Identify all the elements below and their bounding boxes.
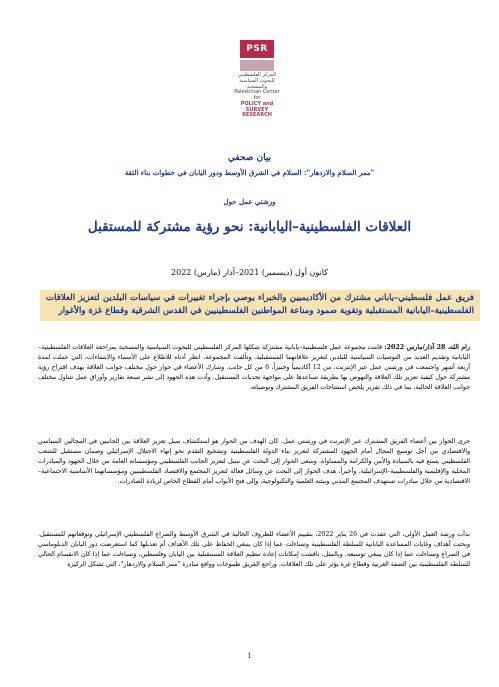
logo-name-en-3: SURVEY RESEARCH — [242, 106, 272, 119]
paragraph-3-text: بدأت ورشة العمل الأولى، التي عقدت في 26 يناير 2022، بتقييم الأعضاء للظروف الحالية في الشرق الأوسط والصراع الفلسطيني الإسرائيلي وتوقعاتهم للمستقبل. وبحثت أهداف وغايات المساعدة اليابانية للسلطة الفلسطينية وتساءلت عما إذا كان ينبغي الحفاظ على تلك الأهداف أم تعديلها كما استعرضت دور اليابان الدبلوماسي في الصراع وتساءلت عما إذا كان ينبغي توسيعه. وبالمثل، ناقشت إمكانات إعادة تنظيم العلاقة المستقبلية بين اليابان وفلسطين، وتساءلت عما إذا كان الانقسام الحالي للسلطة الفلسطينية بين الضفة الغربية وقطاع غزة يؤثر على تلك العلاقات. وراجع الفريق طموحات وواقع مبادرة "ممر السلام والازدهار"، التي تشكل الركيزة — [38, 531, 470, 569]
body-paragraph-2 — [38, 437, 470, 487]
dateline: رام الله، 28 آذار/مارس 2022: — [384, 344, 470, 351]
paragraph-2-text: جرى الحوار بين أعضاء الفريق المشترك عبر الإنترنت في ورشتي عمل. كان الهدف من الحوار هو استكشاف سبل تعزيز العلاقة بين الجانبين في المجالين السياسي والاقتصادي من أجل توسيع المجال أمام الجهود المشتركة لتعزيز بناء الدولة الفلسطينية وتشجيع التقدم نحو إنهاء الاحتلال الإسرائيلي وضمان مستقبل للشعب الفلسطيني يتمتع فيه بالسيادة والأمن والكرامة والمساواة. وسعى الحوار إلى البحث عن سبل لتعزيز الجانب الفلسطيني ومؤسساته العامة من خلال الجهود والمبادرات المحلية والإقليمية والفلسطينية–الإسرائيلية. وأخيراً، هدف الحوار إلى البحث عن وسائل فعالة لتعزيز المجتمع والاقتصاد الفلسطينيين ومؤسساتهما الأساسية الاجتماعية–الاقتصادية من خلال مبادرات تستهدف المجتمع المدني وبيئته العلمية والتكنولوجية، وإلى فتح الأبواب أمام القطاع الخاص لزيادة الصادرات. — [38, 438, 470, 486]
logo-mark-text: PSR — [246, 44, 268, 54]
page-number: 1 — [247, 652, 252, 660]
logo-text — [232, 73, 282, 119]
workshop-label: ورشتي عمل حول — [223, 197, 276, 206]
highlight-summary: فريق عمل فلسطيني–ياباني مشترك من الأكاديميين والخبراء يوصي بإجراء تغييرات في سياسات البلدين لتعزيز العلاقات الفلسطينية–اليابانية المستقبلية وتقوية صمود ومناعة المواطنين الفلسطينيين في القدس الشرقية وقطاع غزة والأغوار — [40, 290, 480, 321]
psr-logo — [232, 40, 282, 119]
logo-name-ar: المركز الفلسطيني للبحوث السياسية والمسحية — [237, 72, 277, 90]
press-release-label: بيان صحفي — [227, 153, 272, 163]
psr-logo-mark — [240, 40, 274, 71]
document-dates: كانون أول (ديسمبر) 2021–آذار (مارس) 2022 — [171, 268, 328, 277]
body-paragraph-3 — [38, 530, 470, 570]
document-title: العلاقات الفلسطينية–اليابانية: نحو رؤية مشتركة للمستقبل — [87, 219, 412, 235]
logo-name-en-1: Palestinian Center for — [234, 89, 280, 101]
body-paragraph-1 — [38, 343, 470, 393]
document-subtitle: "ممر السلام والازدهار": السلام في الشرق الأوسط ودور اليابان في خطوات بناء الثقة — [124, 168, 375, 177]
logo-name-en-2: POLICY and — [240, 100, 274, 107]
paragraph-1-text: قامت مجموعة عمل فلسطينية–يابانية مشتركة شكلها المركز الفلسطيني للبحوث السياسية والمسحية بمراجعة العلاقات الفلسطينية–اليابانية وتقديم العديد من التوصيات السياسية للبلدين لتعزيز علاقاتهما المستقبلية. وتألفت المجموعة، انظر أدناه للاطلاع على الأسماء والانتماءات، التي عملت لمدة أربعة أشهر واجتمعت في ورشتي عمل عبر الإنترنت، من 12 أكاديمياً وخبيراً، 6 من كل جانب. وشارك الأعضاء في حوار حول مختلف جوانب العلاقة بهدف اقتراح رؤية مشتركة حول كيفية تعزيز تلك العلاقة والنهوض بها بطريقة تساعدها على مواجهة تحديات المستقبل. وأدت هذه الجهود إلى نشر تسعة تقارير وأوراق عمل تتناول مختلف جوانب العلاقة الحالية، بما في ذلك تقرير يلخص استنتاجات الفريق المشترك وتوصياته. — [38, 344, 471, 392]
